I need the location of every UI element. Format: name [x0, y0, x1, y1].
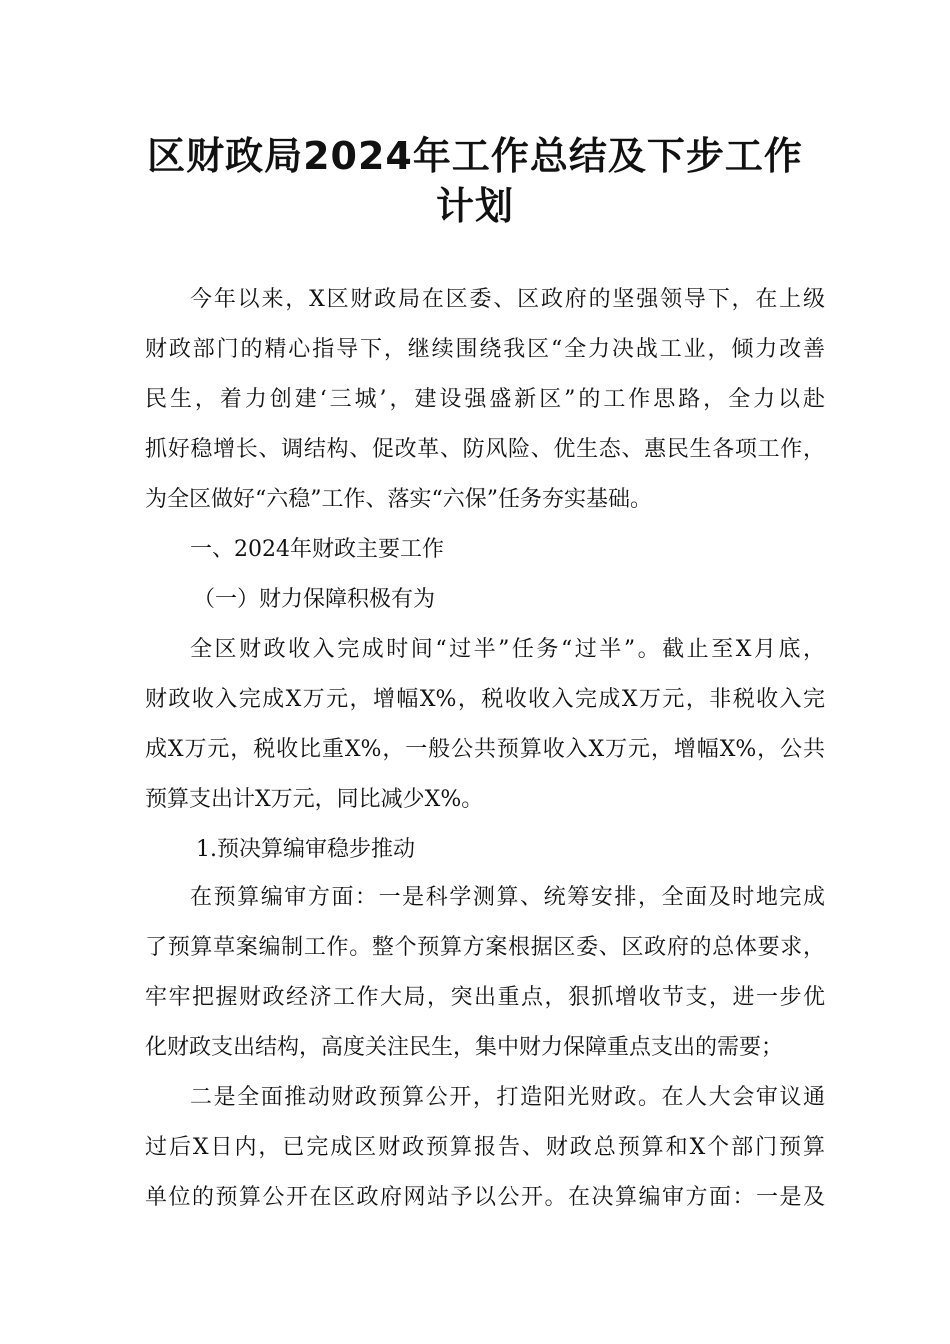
numbered-heading: 1.预决算编审稳步推动	[196, 837, 415, 862]
subsection-heading: （一）财力保障积极有为	[193, 587, 436, 612]
paragraph-line: 财政部门的精心指导下，继续围绕我区“全力决战工业，倾力改善	[145, 337, 825, 362]
document-title-line-1: 区财政局2024年工作总结及下步工作	[147, 134, 803, 178]
paragraph-line: 牢牢把握财政经济工作大局，突出重点，狠抓增收节支，进一步优	[145, 985, 825, 1010]
paragraph-line: 财政收入完成X万元，增幅X%，税收收入完成X万元，非税收入完	[145, 687, 825, 712]
paragraph-line: 民生，着力创建‘三城’，建设强盛新区”的工作思路，全力以赴	[145, 387, 825, 412]
paragraph-line: 预算支出计X万元，同比减少X%。	[145, 787, 484, 812]
paragraph-line: 在预算编审方面：一是科学测算、统筹安排，全面及时地完成	[190, 885, 825, 910]
document-title-line-2: 计划	[435, 184, 514, 228]
paragraph-line: 了预算草案编制工作。整个预算方案根据区委、区政府的总体要求，	[145, 935, 825, 960]
paragraph-line: 今年以来，X区财政局在区委、区政府的坚强领导下，在上级	[190, 287, 825, 312]
section-heading: 一、2024年财政主要工作	[190, 537, 444, 562]
paragraph-line: 为全区做好“六稳”工作、落实“六保”任务夯实基础。	[145, 487, 652, 512]
paragraph-line: 抓好稳增长、调结构、促改革、防风险、优生态、惠民生各项工作，	[145, 437, 825, 462]
paragraph-line: 二是全面推动财政预算公开，打造阳光财政。在人大会审议通	[190, 1085, 825, 1110]
paragraph-line: 过后X日内，已完成区财政预算报告、财政总预算和X个部门预算	[145, 1135, 825, 1160]
paragraph-line: 成X万元，税收比重X%，一般公共预算收入X万元，增幅X%，公共	[145, 737, 825, 762]
paragraph-line: 化财政支出结构，高度关注民生，集中财力保障重点支出的需要；	[145, 1035, 784, 1060]
paragraph-line: 单位的预算公开在区政府网站予以公开。在决算编审方面：一是及	[145, 1185, 825, 1210]
paragraph-line: 全区财政收入完成时间“过半”任务“过半”。截止至X月底，	[190, 637, 825, 662]
